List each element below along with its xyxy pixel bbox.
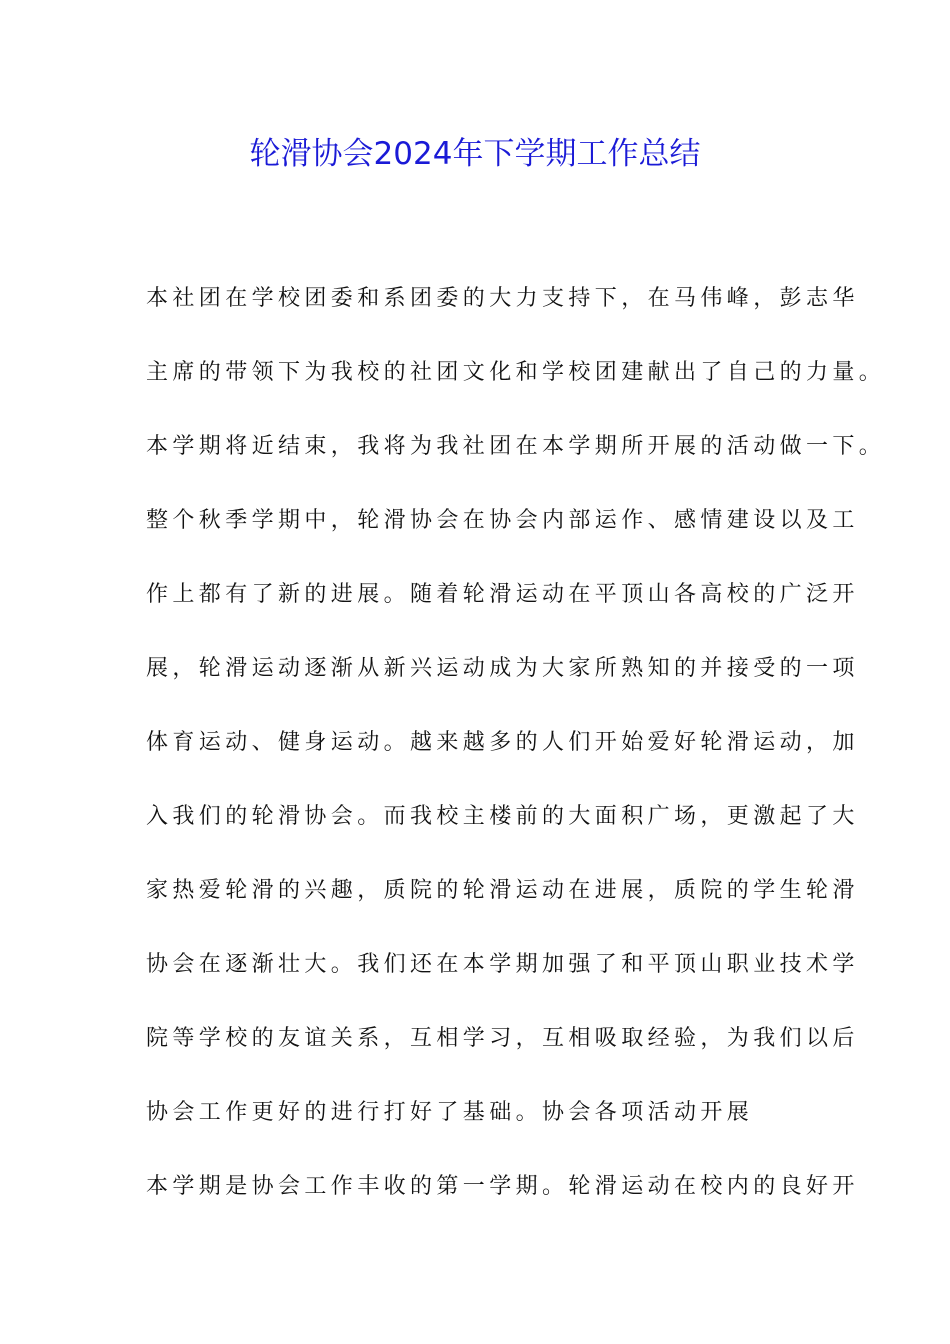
body-line: 主席的带领下为我校的社团文化和学校团建献出了自己的力量。 (146, 360, 886, 385)
body-line: 本学期将近结束，我将为我社团在本学期所开展的活动做一下。 (146, 434, 886, 459)
body-line: 协会工作更好的进行打好了基础。协会各项活动开展 (146, 1100, 754, 1125)
body-line: 院等学校的友谊关系，互相学习，互相吸取经验，为我们以后 (146, 1026, 859, 1051)
document-title: 轮滑协会2024年下学期工作总结 (249, 136, 701, 172)
body-line: 展，轮滑运动逐渐从新兴运动成为大家所熟知的并接受的一项 (146, 656, 859, 681)
body-line: 整个秋季学期中，轮滑协会在协会内部运作、感情建设以及工 (146, 508, 859, 533)
body-line: 协会在逐渐壮大。我们还在本学期加强了和平顶山职业技术学 (146, 952, 859, 977)
body-line: 入我们的轮滑协会。而我校主楼前的大面积广场，更激起了大 (146, 804, 859, 829)
body-line: 体育运动、健身运动。越来越多的人们开始爱好轮滑运动，加 (146, 730, 859, 755)
body-line: 本学期是协会工作丰收的第一学期。轮滑运动在校内的良好开 (146, 1174, 859, 1199)
document-body (146, 262, 886, 1224)
body-line: 作上都有了新的进展。随着轮滑运动在平顶山各高校的广泛开 (146, 582, 859, 607)
body-line: 本社团在学校团委和系团委的大力支持下，在马伟峰，彭志华 (146, 286, 859, 311)
body-line: 家热爱轮滑的兴趣，质院的轮滑运动在进展，质院的学生轮滑 (146, 878, 859, 903)
